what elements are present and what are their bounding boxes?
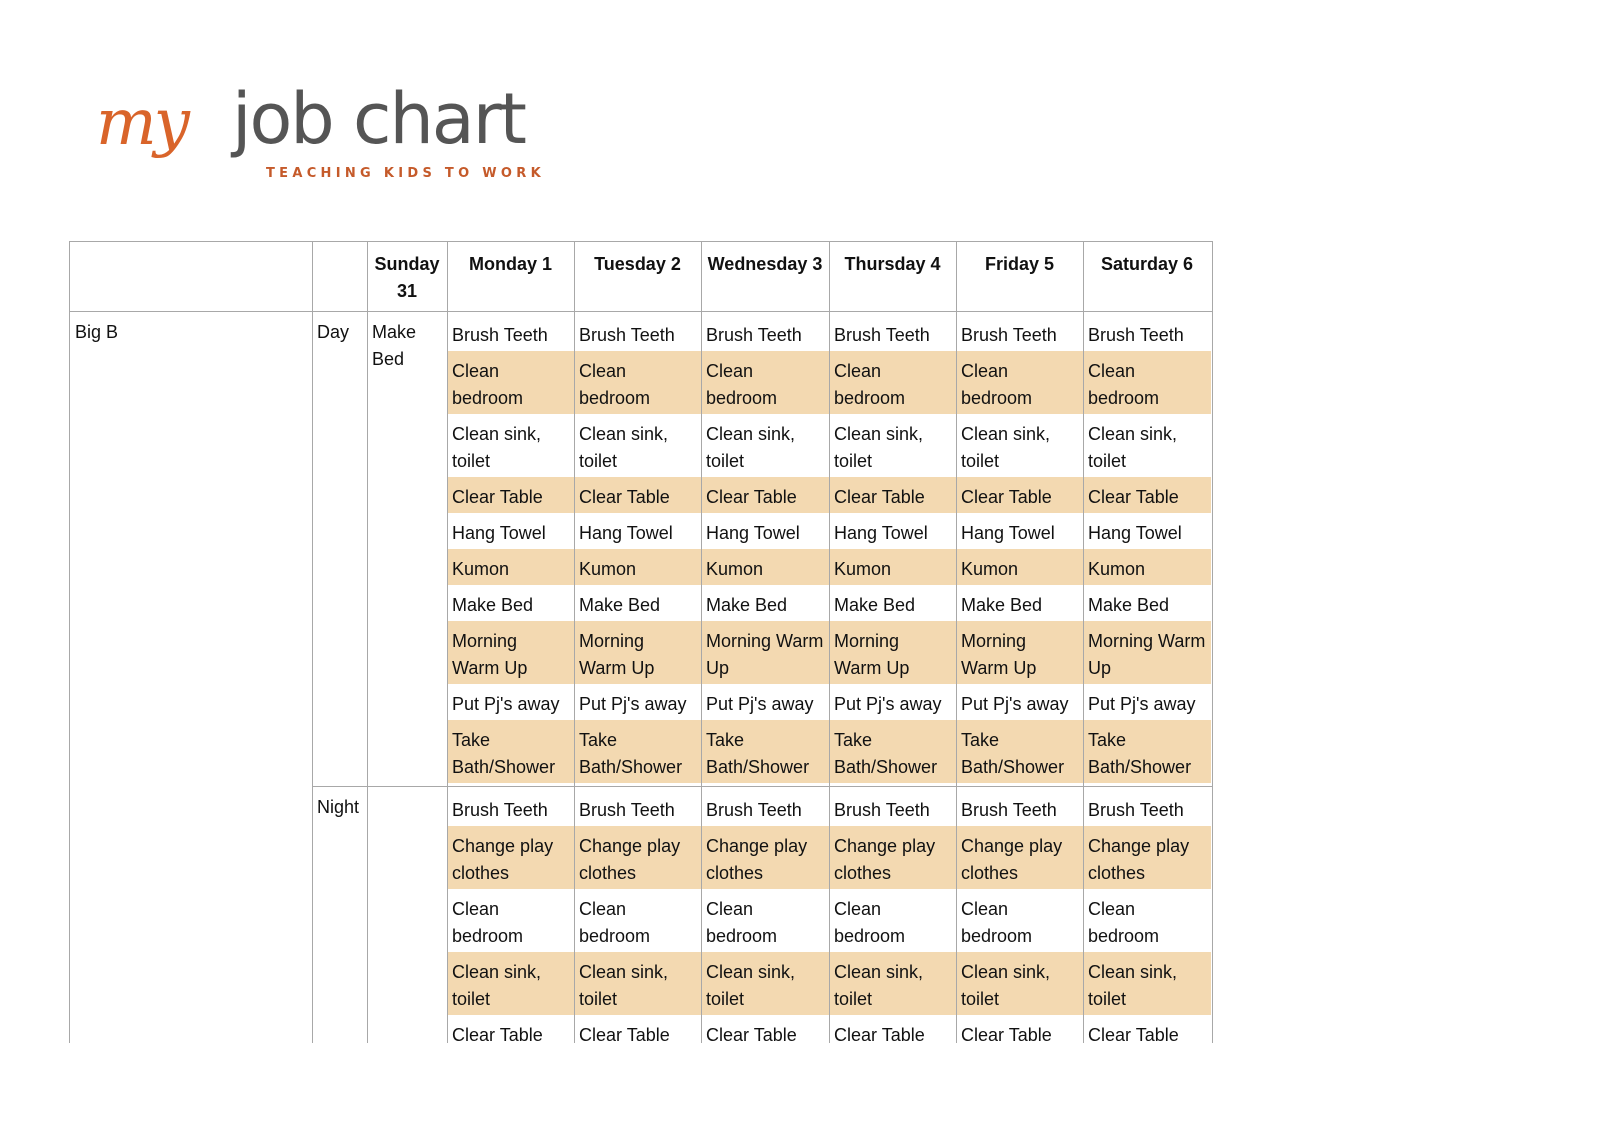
task-cell: Take Bath/Shower	[956, 720, 1083, 783]
task-cell: Brush Teeth	[1088, 325, 1184, 345]
task-cell: Clean sink, toilet	[961, 424, 1051, 471]
task-cell: Kumon	[829, 549, 956, 585]
task-cell: Clear Table	[706, 1025, 797, 1043]
task-cell: Clean bedroom	[452, 899, 524, 946]
task-cell: Hang Towel	[1088, 523, 1182, 543]
section-label: Day	[317, 322, 350, 342]
task-cell: Brush Teeth	[579, 800, 675, 820]
sunday-task	[367, 787, 447, 827]
column-header	[70, 242, 312, 311]
task-cell: Change play clothes	[447, 826, 574, 889]
task-cell: Clean bedroom	[701, 351, 829, 414]
task-cell: Hang Towel	[452, 523, 546, 543]
task-cell: Clean bedroom	[961, 899, 1033, 946]
task-cell: Morning Warm Up	[574, 621, 701, 684]
task-cell: Clean sink, toilet	[452, 424, 542, 471]
task-cell: Clean sink, toilet	[447, 952, 574, 1015]
column-divider	[829, 242, 830, 1043]
task-cell: Make Bed	[834, 595, 916, 615]
task-cell: Clear Table	[1083, 477, 1211, 513]
column-header: Monday 1	[468, 254, 552, 274]
logo-tagline: TEACHING KIDS TO WORK	[266, 166, 545, 181]
task-cell: Clean sink, toilet	[706, 424, 796, 471]
person-name: Big B	[75, 322, 119, 342]
task-cell: Take Bath/Shower	[701, 720, 829, 783]
task-cell: Clean bedroom	[1083, 351, 1211, 414]
column-divider	[1083, 242, 1084, 1043]
task-cell: Clear Table	[956, 477, 1083, 513]
task-cell: Clear Table	[574, 477, 701, 513]
column-header: Tuesday 2	[594, 254, 681, 274]
task-cell: Clean sink, toilet	[1088, 424, 1178, 471]
column-header	[312, 242, 367, 311]
task-cell: Kumon	[447, 549, 574, 585]
task-cell: Put Pj's away	[452, 694, 560, 714]
section-label: Night	[317, 797, 360, 817]
task-cell: Clean bedroom	[579, 899, 651, 946]
logo-my: my	[96, 86, 187, 160]
task-cell: Take Bath/Shower	[447, 720, 574, 783]
column-divider	[956, 242, 957, 1043]
task-cell: Hang Towel	[579, 523, 673, 543]
task-cell: Clear Table	[1088, 1025, 1179, 1043]
task-cell: Clean sink, toilet	[829, 952, 956, 1015]
column-header: Sunday 31	[374, 254, 440, 301]
column-header: Saturday 6	[1100, 254, 1194, 274]
task-cell: Change play clothes	[829, 826, 956, 889]
column-header: Thursday 4	[844, 254, 941, 274]
task-cell: Kumon	[1083, 549, 1211, 585]
task-cell: Clean sink, toilet	[1083, 952, 1211, 1015]
task-cell: Make Bed	[1088, 595, 1170, 615]
task-cell: Take Bath/Shower	[829, 720, 956, 783]
task-cell: Morning Warm Up	[447, 621, 574, 684]
column-divider	[447, 242, 448, 1043]
task-cell: Clear Table	[961, 1025, 1052, 1043]
task-cell: Put Pj's away	[706, 694, 814, 714]
task-cell: Clean sink, toilet	[701, 952, 829, 1015]
task-cell: Clear Table	[701, 477, 829, 513]
task-cell: Clear Table	[834, 1025, 925, 1043]
column-header: Friday 5	[984, 254, 1055, 274]
task-cell: Make Bed	[579, 595, 661, 615]
task-cell: Make Bed	[706, 595, 788, 615]
task-cell: Put Pj's away	[961, 694, 1069, 714]
task-cell: Hang Towel	[834, 523, 928, 543]
task-cell: Change play clothes	[574, 826, 701, 889]
task-cell: Morning Warm Up	[829, 621, 956, 684]
task-cell: Clean bedroom	[956, 351, 1083, 414]
task-cell: Clear Table	[829, 477, 956, 513]
logo-job-chart: job chart	[232, 78, 525, 160]
task-cell: Clean bedroom	[1088, 899, 1160, 946]
column-divider	[701, 242, 702, 1043]
my-job-chart-logo	[92, 78, 552, 194]
task-cell: Brush Teeth	[834, 800, 930, 820]
task-cell: Morning Warm Up	[1083, 621, 1211, 684]
task-cell: Clean bedroom	[447, 351, 574, 414]
task-cell: Morning Warm Up	[956, 621, 1083, 684]
task-cell: Kumon	[574, 549, 701, 585]
task-cell: Change play clothes	[956, 826, 1083, 889]
column-divider	[367, 242, 368, 1043]
column-divider	[574, 242, 575, 1043]
task-cell: Clear Table	[452, 1025, 543, 1043]
task-cell: Clean bedroom	[834, 899, 906, 946]
task-cell: Clean bedroom	[706, 899, 778, 946]
task-cell: Clean bedroom	[829, 351, 956, 414]
task-cell: Brush Teeth	[1088, 800, 1184, 820]
task-cell: Take Bath/Shower	[1083, 720, 1211, 783]
task-cell: Brush Teeth	[579, 325, 675, 345]
task-cell: Brush Teeth	[706, 800, 802, 820]
task-cell: Put Pj's away	[834, 694, 942, 714]
task-cell: Take Bath/Shower	[574, 720, 701, 783]
task-cell: Hang Towel	[706, 523, 800, 543]
task-cell: Clear Table	[447, 477, 574, 513]
task-cell: Kumon	[956, 549, 1083, 585]
task-cell: Clean sink, toilet	[834, 424, 924, 471]
sunday-task: Make Bed	[372, 322, 417, 369]
task-cell: Put Pj's away	[579, 694, 687, 714]
column-divider	[312, 242, 313, 1043]
task-cell: Clear Table	[579, 1025, 670, 1043]
task-cell: Put Pj's away	[1088, 694, 1196, 714]
task-cell: Morning Warm Up	[701, 621, 829, 684]
task-cell: Brush Teeth	[834, 325, 930, 345]
task-cell: Clean sink, toilet	[579, 424, 669, 471]
task-cell: Change play clothes	[1083, 826, 1211, 889]
task-cell: Hang Towel	[961, 523, 1055, 543]
column-header: Wednesday 3	[707, 254, 823, 274]
task-cell: Brush Teeth	[452, 800, 548, 820]
task-cell: Make Bed	[961, 595, 1043, 615]
task-cell: Make Bed	[452, 595, 534, 615]
task-cell: Kumon	[701, 549, 829, 585]
task-cell: Brush Teeth	[452, 325, 548, 345]
task-cell: Clean sink, toilet	[956, 952, 1083, 1015]
chore-table	[69, 241, 1213, 1043]
task-cell: Clean bedroom	[574, 351, 701, 414]
task-cell: Brush Teeth	[961, 800, 1057, 820]
task-cell: Change play clothes	[701, 826, 829, 889]
task-cell: Brush Teeth	[706, 325, 802, 345]
task-cell: Brush Teeth	[961, 325, 1057, 345]
task-cell: Clean sink, toilet	[574, 952, 701, 1015]
